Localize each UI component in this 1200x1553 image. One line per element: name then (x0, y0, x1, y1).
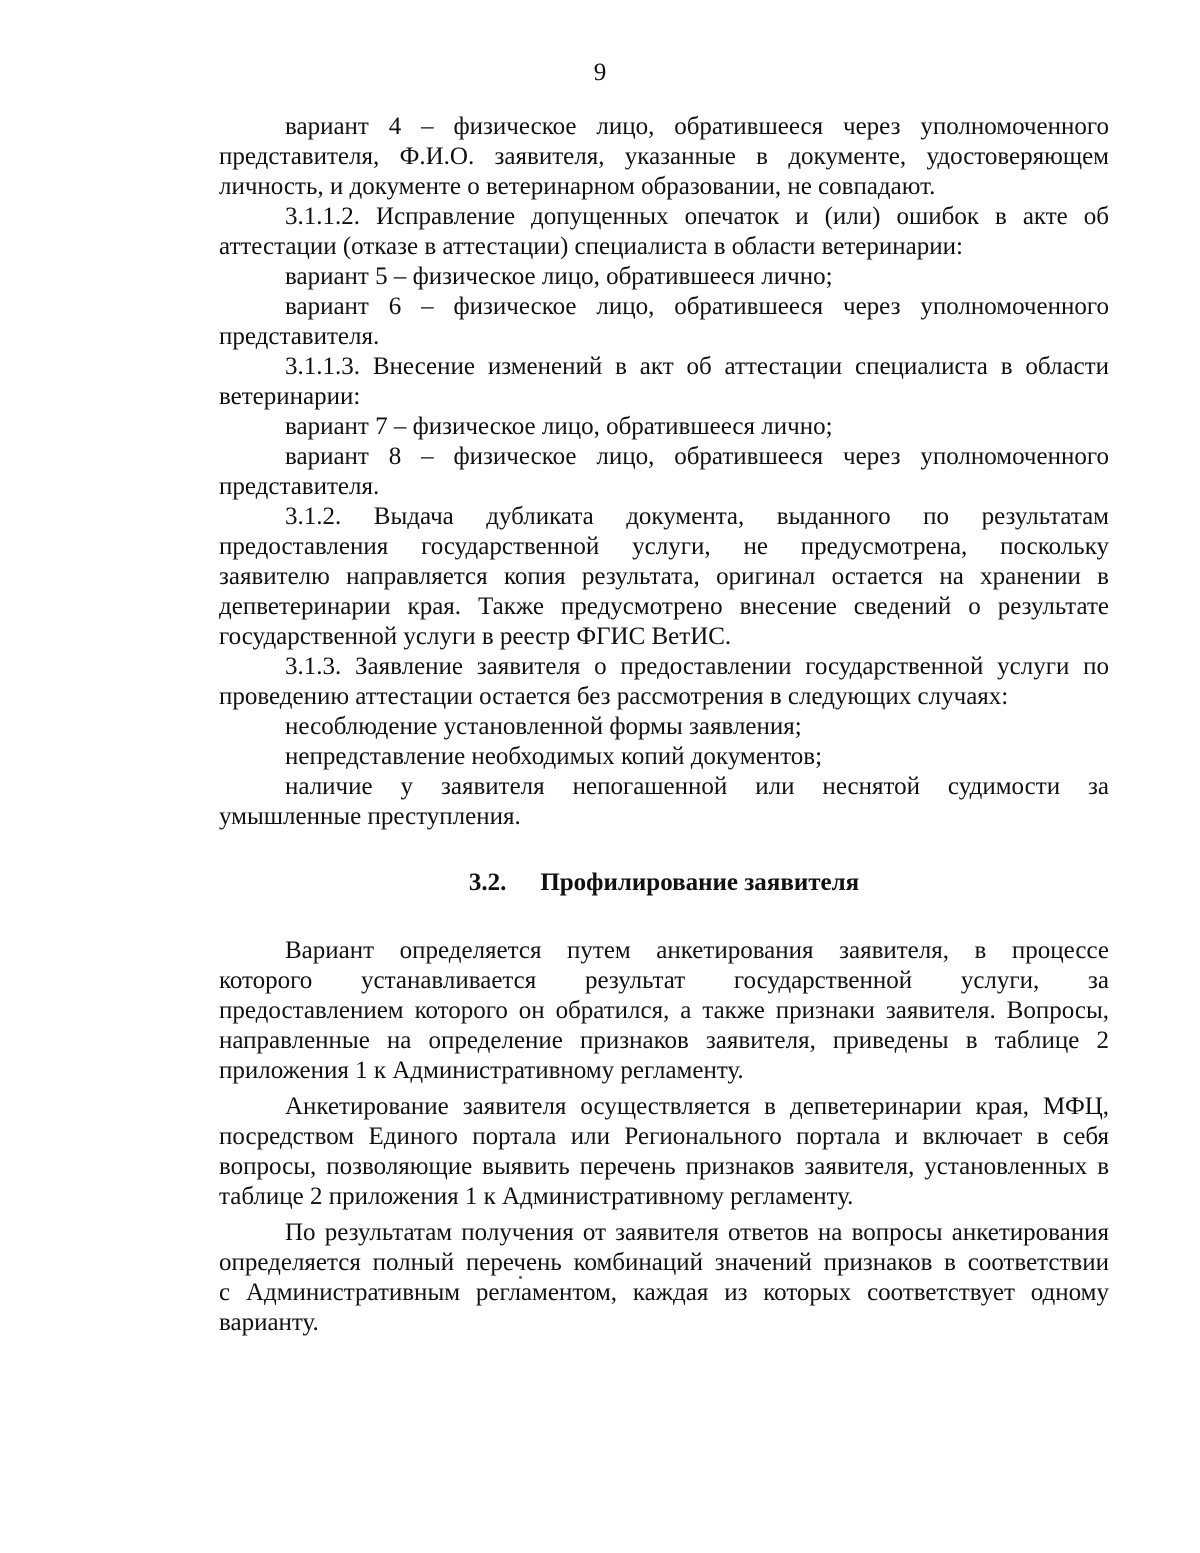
text-line: заявителю направляется копия результата, оригинал остается на хранении в (219, 563, 1109, 590)
section-title: Профилирование заявителя (540, 869, 860, 896)
text-line: умышленные преступления. (219, 803, 521, 830)
text-line: непредставление необходимых копий документов; (285, 743, 823, 770)
text-line: аттестации (отказе в аттестации) специалиста в области ветеринарии: (219, 233, 963, 260)
text-line: 3.1.2. Выдача дубликата документа, выданного по результатам (285, 503, 1109, 530)
text-line: проведению аттестации остается без рассмотрения в следующих случаях: (219, 683, 1009, 710)
section-number: 3.2. (468, 869, 507, 896)
scan-speck (519, 1276, 522, 1279)
text-line: вариант 7 – физическое лицо, обратившееся лично; (285, 413, 833, 440)
text-line: таблице 2 приложения 1 к Административному регламенту. (219, 1183, 854, 1210)
text-line: вариант 8 – физическое лицо, обратившееся через уполномоченного (285, 443, 1109, 470)
text-line: вопросы, позволяющие выявить перечень признаков заявителя, установленных в (219, 1153, 1109, 1180)
text-line: Вариант определяется путем анкетирования заявителя, в процессе (285, 937, 1109, 964)
text-line: личность, и документе о ветеринарном образовании, не совпадают. (219, 173, 936, 200)
page-number: 9 (593, 59, 607, 86)
text-line: Анкетирование заявителя осуществляется в депветеринарии края, МФЦ, (285, 1093, 1109, 1120)
text-line: вариант 6 – физическое лицо, обратившееся через уполномоченного (285, 293, 1109, 320)
text-line: вариант 4 – физическое лицо, обратившееся через уполномоченного (285, 113, 1109, 140)
text-line: представителя, Ф.И.О. заявителя, указанные в документе, удостоверяющем (219, 143, 1109, 170)
text-line: варианту. (219, 1309, 319, 1336)
text-line: представителя. (219, 323, 380, 350)
text-line: несоблюдение установленной формы заявления; (285, 713, 802, 740)
text-line: По результатам получения от заявителя ответов на вопросы анкетирования (285, 1219, 1109, 1246)
text-line: с Административным регламентом, каждая из которых соответствует одному (219, 1279, 1109, 1306)
section-heading (219, 868, 1109, 898)
text-line: 3.1.3. Заявление заявителя о предоставлении государственной услуги по (285, 653, 1109, 680)
text-line: направленные на определение признаков заявителя, приведены в таблице 2 (219, 1027, 1109, 1054)
text-line: предоставления государственной услуги, не предусмотрена, поскольку (219, 533, 1109, 560)
text-line: которого устанавливается результат государственной услуги, за (219, 967, 1109, 994)
text-line: 3.1.1.3. Внесение изменений в акт об аттестации специалиста в области (285, 353, 1109, 380)
text-line: наличие у заявителя непогашенной или неснятой судимости за (285, 773, 1109, 800)
text-line: 3.1.1.2. Исправление допущенных опечаток и (или) ошибок в акте об (285, 203, 1109, 230)
text-line: государственной услуги в реестр ФГИС ВетИС. (219, 623, 732, 650)
text-line: приложения 1 к Административному регламенту. (219, 1057, 744, 1084)
document-body (219, 112, 1109, 1338)
text-line: представителя. (219, 473, 380, 500)
text-line: определяется полный перечень комбинаций значений признаков в соответствии (219, 1249, 1109, 1276)
text-line: предоставлением которого он обратился, а также признаки заявителя. Вопросы, (219, 997, 1109, 1024)
text-line: депветеринарии края. Также предусмотрено внесение сведений о результате (219, 593, 1109, 620)
text-line: ветеринарии: (219, 383, 361, 410)
text-line: посредством Единого портала или Регионального портала и включает в себя (219, 1123, 1109, 1150)
text-line: вариант 5 – физическое лицо, обратившееся лично; (285, 263, 833, 290)
